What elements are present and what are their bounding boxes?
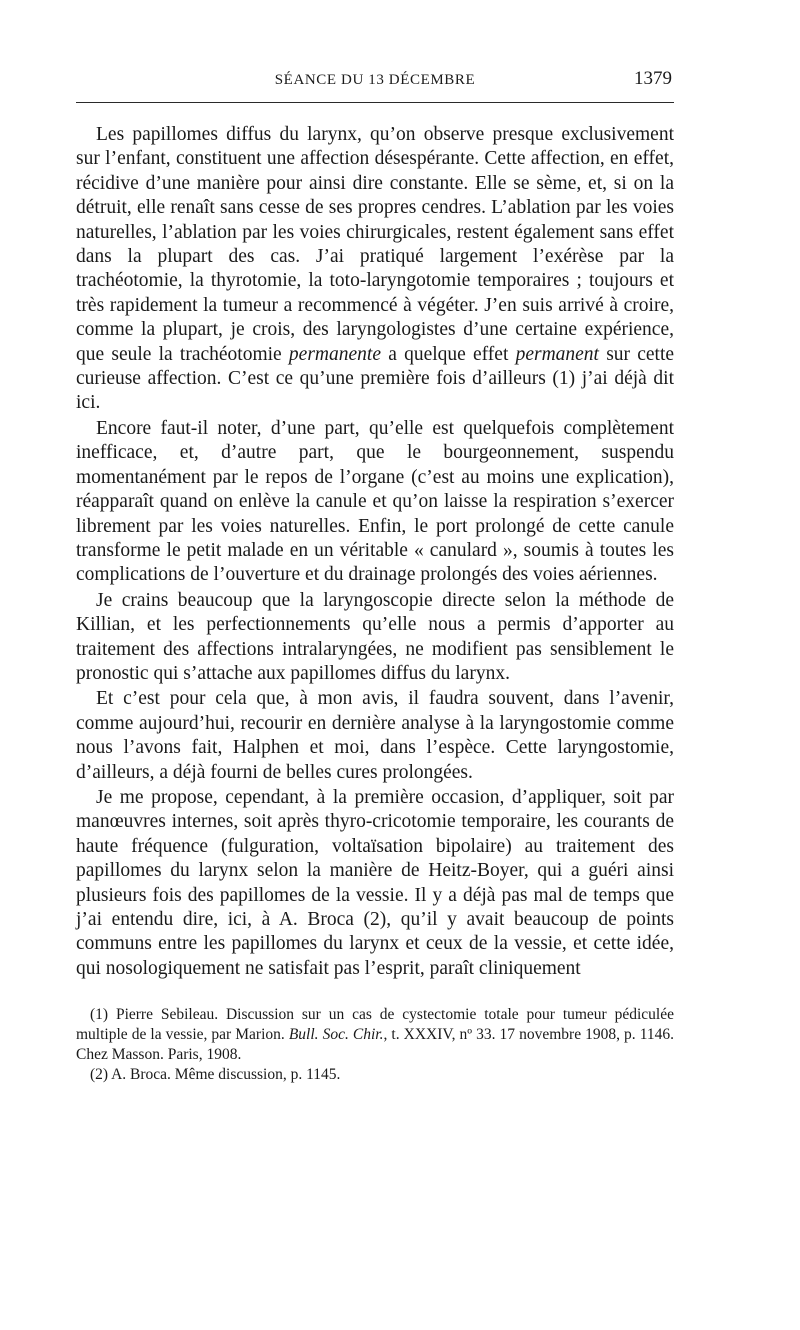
paragraph-1 [76,123,674,416]
paragraph-1-text-b: a quelque effet [388,343,509,365]
header-rule [76,102,674,103]
paragraph-1-text-c: sur cette curieuse affection. C’est ce qu’une première fois d’ailleurs (1) j’ai déjà dit ici. [76,343,675,414]
paragraph-5: Je me propose, cependant, à la première occasion, d’appliquer, soit par manœuvres internes, soit après thyro-cricotomie temporaire, les courants de haute fréquence (fulguration, voltaïsation bipolaire) au traitement des papillomes du larynx selon la manière de Heitz-Boyer, qui a guéri ainsi plusieurs fois des papillomes de la vessie. Il y a déjà pas mal de temps que j’ai entendu dire, ici, à A. Broca (2), qu’il y avait beaucoup de points communs entre les papillomes du larynx et ceux de la vessie, et cette idée, qui nosologiquement ne satisfait pas l’esprit, paraît cliniquement [76,786,674,979]
footnote-1-text-b: , t. XXXIV, nº 33. 17 novembre 1908, p. 1146. Chez Masson. Paris, 1908. [76,1026,675,1064]
document-page [76,66,674,1085]
paragraph-4: Et c’est pour cela que, à mon avis, il faudra souvent, dans l’avenir, comme aujourd’hui, recourir en dernière analyse à la laryngostomie comme nous l’avons fait, Halphen et moi, dans l’espèce. Cette laryngostomie, d’ailleurs, a déjà fourni de belles cures prolongées. [76,688,674,783]
paragraph-1-text-a: Les papillomes diffus du larynx, qu’on observe presque exclusivement sur l’enfant, constituent une affection désespérante. Cette affection, en effet, récidive d’une manière pour ainsi dire constante. Elle se sème, et, si on la détruit, elle renaît sans cesse de ses propres cendres. L’ablation par les voies naturelles, l’ablation par les voies chirurgicales, restent également sans effet dans la plupart des cas. J’ai pratiqué largement l’exérèse par la trachéotomie, la thyrotomie, la toto-laryngotomie temporaires ; toujours et très rapidement la tumeur a recommencé à végéter. J’en suis arrivé à croire, comme la plupart, je crois, des laryngologistes d’une certaine expérience, que seule la trachéotomie [76,124,674,365]
footnote-2: (2) A. Broca. Même discussion, p. 1145. [90,1066,341,1084]
footnote-1-text-a: (1) Pierre Sebileau. Discussion sur un cas de cystectomie totale pour tumeur pédiculée multiple de la vessie, par Marion. [76,1006,674,1044]
paragraph-1-italic-permanent: permanent [515,343,599,365]
footnotes [76,1005,674,1085]
paragraph-3: Je crains beaucoup que la laryngoscopie directe selon la méthode de Killian, et les perfectionnements qu’elle nous a permis d’apporter au traitement des affections intralaryngées, ne modifient pas sensiblement le pronostic qui s’attache aux papillomes diffus du larynx. [76,589,674,684]
body-text [76,123,674,981]
running-head [76,66,674,102]
paragraph-1-italic-permanente: permanente [288,343,381,365]
page-number: 1379 [634,68,672,89]
footnote-1 [76,1005,674,1065]
running-title: SÉANCE DU 13 DÉCEMBRE [274,72,476,88]
footnote-1-italic-journal: Bull. Soc. Chir. [288,1026,384,1044]
paragraph-2: Encore faut-il noter, d’une part, qu’elle est quelquefois complètement inefficace, et, d’autre part, que le bourgeonnement, suspendu momentanément par le repos de l’organe (c’est au moins une explication), réapparaît quand on enlève la canule et qu’on laisse la respiration s’exercer librement par les voies naturelles. Enfin, le port prolongé de cette canule transforme le petit malade en un véritable « canulard », soumis à toutes les complications de l’ouverture et du drainage prolongés des voies aériennes. [76,417,674,586]
